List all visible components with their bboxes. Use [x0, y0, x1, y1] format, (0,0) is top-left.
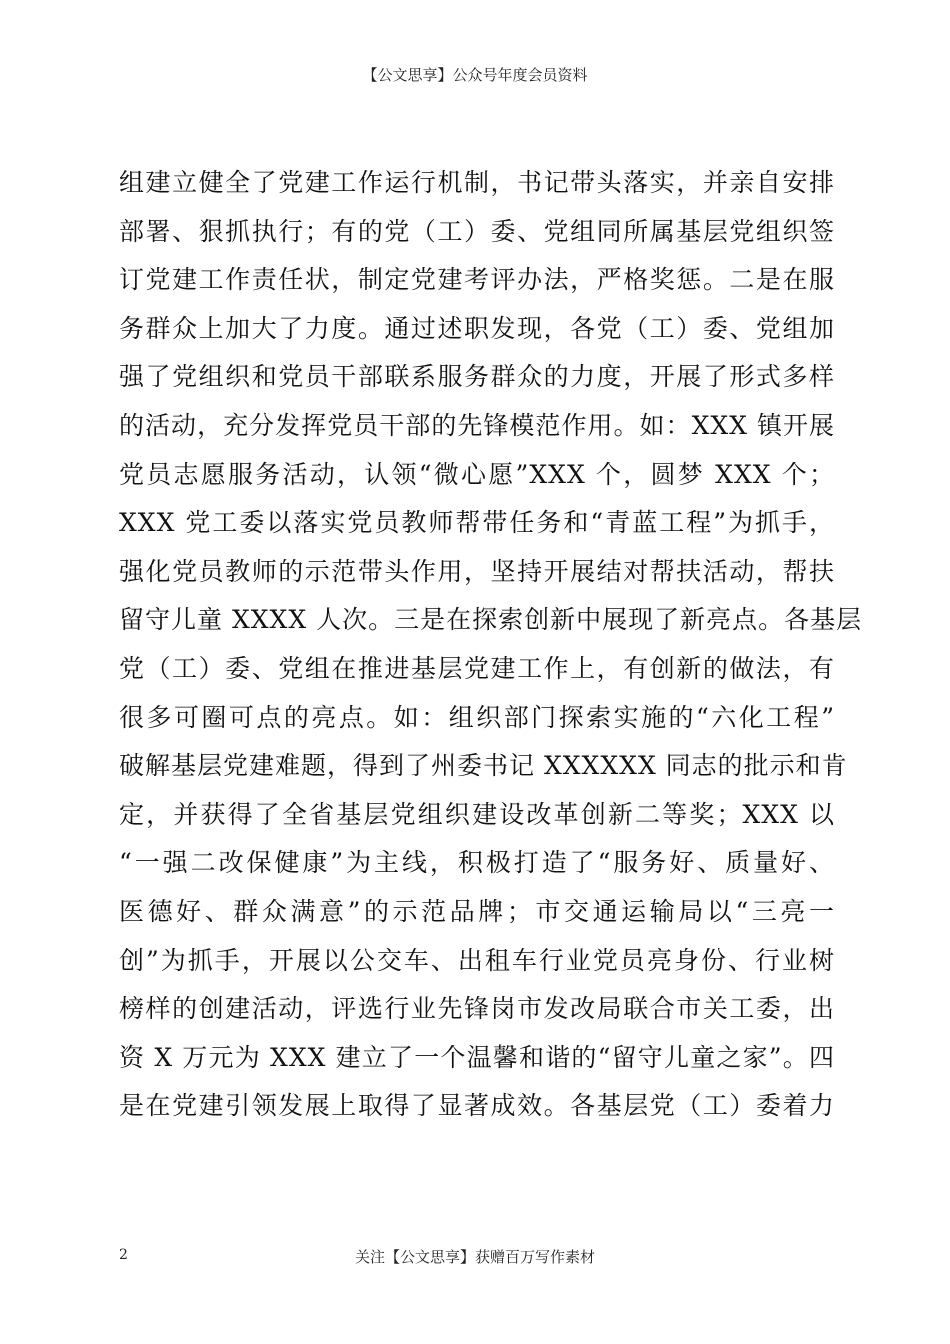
text-line: “一强二改保健康”为主线，积极打造了“服务好、质量好、 — [119, 848, 835, 878]
text-line: 强了党组织和党员干部联系服务群众的力度，开展了形式多样 — [119, 362, 835, 392]
text-line: 党员志愿服务活动，认领“微心愿”XXX 个，圆梦 XXX 个； — [119, 459, 835, 489]
page-footer: 关注【公文思享】获赠百万写作素材 — [354, 1248, 595, 1266]
text-line: 创”为抓手，开展以公交车、出租车行业党员亮身份、行业树 — [119, 945, 835, 975]
text-line: 的活动，充分发挥党员干部的先锋模范作用。如：XXX 镇开展 — [119, 410, 835, 440]
text-line: 留守儿童 XXXX 人次。三是在探索创新中展现了新亮点。各基层 — [119, 605, 863, 635]
text-line: 党（工）委、党组在推进基层党建工作上，有创新的做法，有 — [119, 653, 835, 683]
text-line: 是在党建引领发展上取得了显著成效。各基层党（工）委着力 — [119, 1091, 835, 1121]
text-line: 强化党员教师的示范带头作用，坚持开展结对帮扶活动，帮扶 — [119, 556, 835, 586]
page-number: 2 — [119, 1247, 128, 1263]
text-line: 组建立健全了党建工作运行机制，书记带头落实，并亲自安排 — [119, 168, 835, 197]
text-line: 订党建工作责任状，制定党建考评办法，严格奖惩。二是在服 — [119, 265, 835, 295]
body-text — [119, 159, 863, 1131]
page-header: 【公文思享】公众号年度会员资料 — [362, 66, 588, 84]
text-line: 很多可圈可点的亮点。如：组织部门探索实施的“六化工程” — [119, 702, 835, 732]
text-line: 定，并获得了全省基层党组织建设改革创新二等奖；XXX 以 — [119, 799, 835, 829]
text-line: XXX 党工委以落实党员教师帮带任务和“青蓝工程”为抓手， — [119, 508, 835, 538]
text-line: 破解基层党建难题，得到了州委书记 XXXXXX 同志的批示和肯 — [119, 751, 848, 781]
text-line: 医德好、群众满意”的示范品牌；市交通运输局以“三亮一 — [119, 896, 835, 926]
text-line: 资 X 万元为 XXX 建立了一个温馨和谐的“留守儿童之家”。四 — [119, 1042, 835, 1072]
text-line: 部署、狠抓执行；有的党（工）委、党组同所属基层党组织签 — [119, 216, 835, 246]
text-line: 榜样的创建活动，评选行业先锋岗市发改局联合市关工委，出 — [119, 994, 835, 1024]
text-line: 务群众上加大了力度。通过述职发现，各党（工）委、党组加 — [119, 313, 835, 343]
